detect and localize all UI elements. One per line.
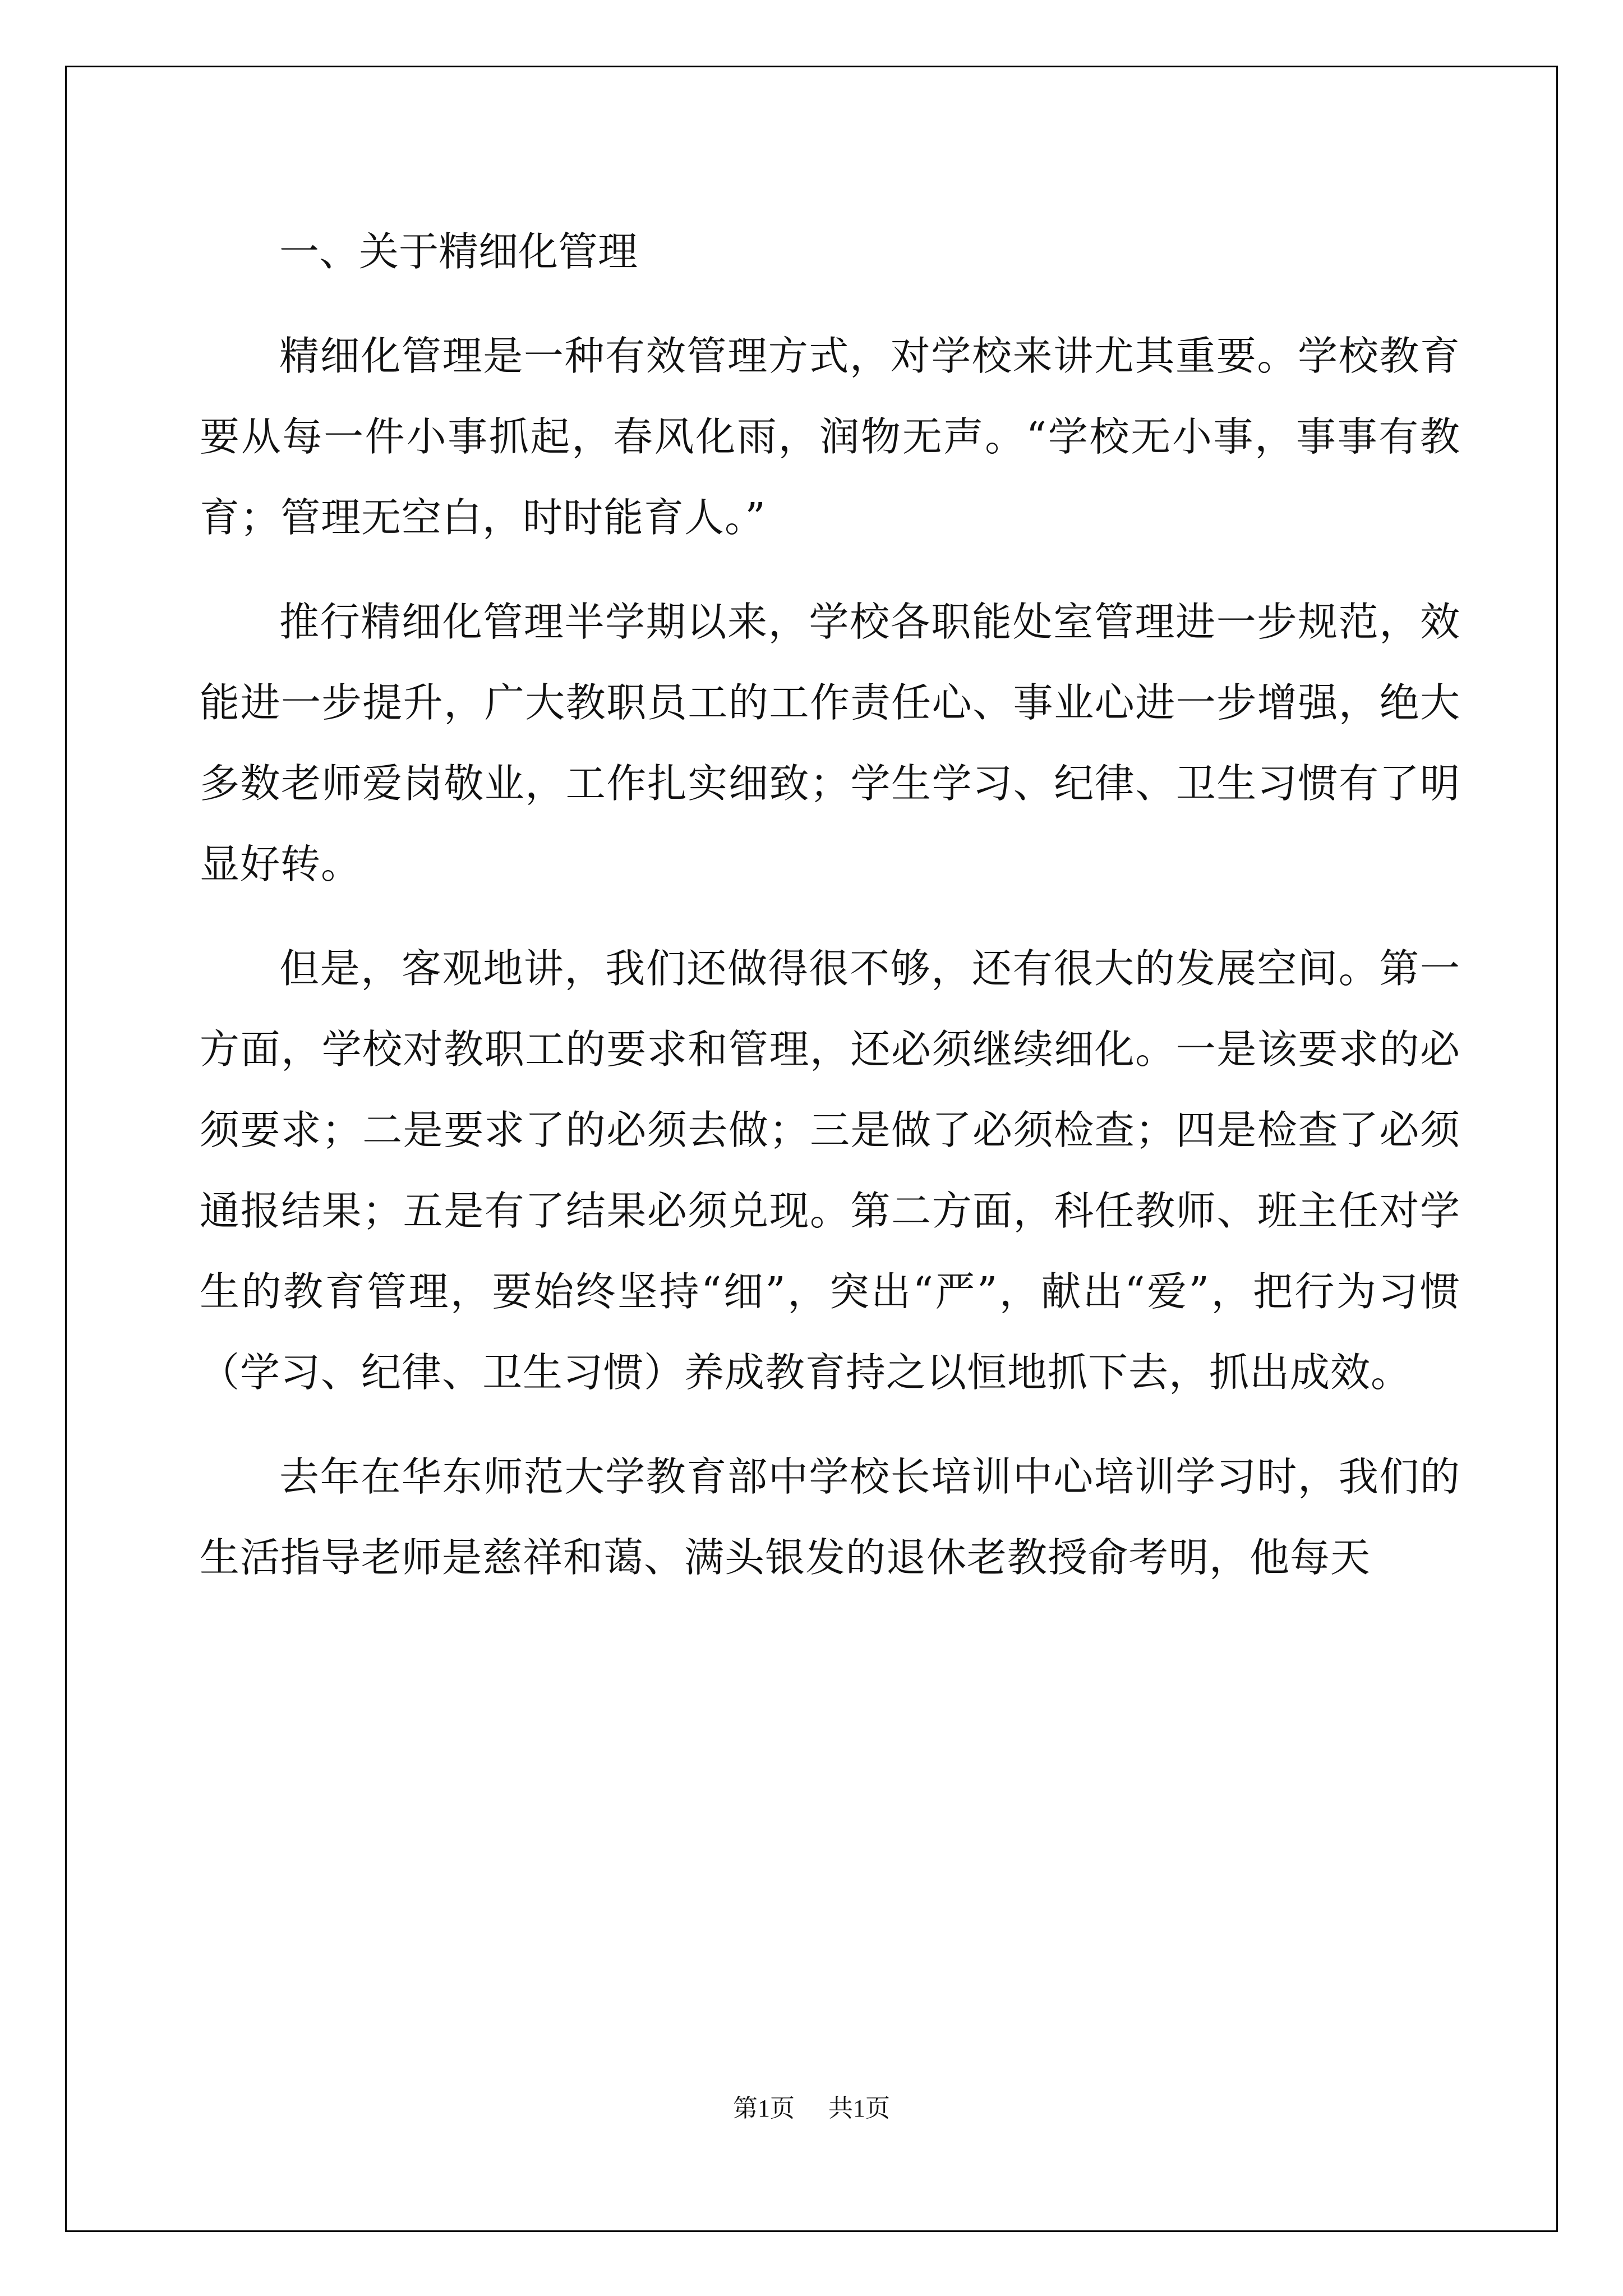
page-number: 第1页 <box>733 2095 795 2122</box>
section-heading: 一、关于精细化管理 <box>279 228 638 275</box>
paragraph-2: 推行精细化管理半学期以来，学校各职能处室管理进一步规范，效能进一步提升，广大教职员工的工作责任心、事业心进一步增强，绝大多数老师爱岗敬业，工作扎实细致；学生学习、纪律、卫生习惯有了明显好转。 <box>200 599 1460 887</box>
document-body <box>200 211 1460 1622</box>
page-total: 共1页 <box>828 2095 890 2122</box>
paragraph-1: 精细化管理是一种有效管理方式，对学校来讲尤其重要。学校教育要从每一件小事抓起，春风化雨，润物无声。“学校无小事，事事有教育；管理无空白，时时能育人。” <box>200 333 1460 541</box>
paragraph-4: 去年在华东师范大学教育部中学校长培训中心培训学习时，我们的生活指导老师是慈祥和蔼、满头银发的退休老教授俞考明，他每天 <box>200 1453 1460 1581</box>
page-footer <box>0 2088 1623 2124</box>
paragraph-3: 但是，客观地讲，我们还做得很不够，还有很大的发展空间。第一方面，学校对教职工的要求和管理，还必须继续细化。一是该要求的必须要求；二是要求了的必须去做；三是做了必须检查；四是检查了必须通报结果；五是有了结果必须兑现。第二方面，科任教师、班主任对学生的教育管理，要始终坚持“细”，突出“严”，献出“爱”，把行为习惯（学习、纪律、卫生习惯）养成教育持之以恒地抓下去，抓出成效。 <box>200 945 1460 1396</box>
